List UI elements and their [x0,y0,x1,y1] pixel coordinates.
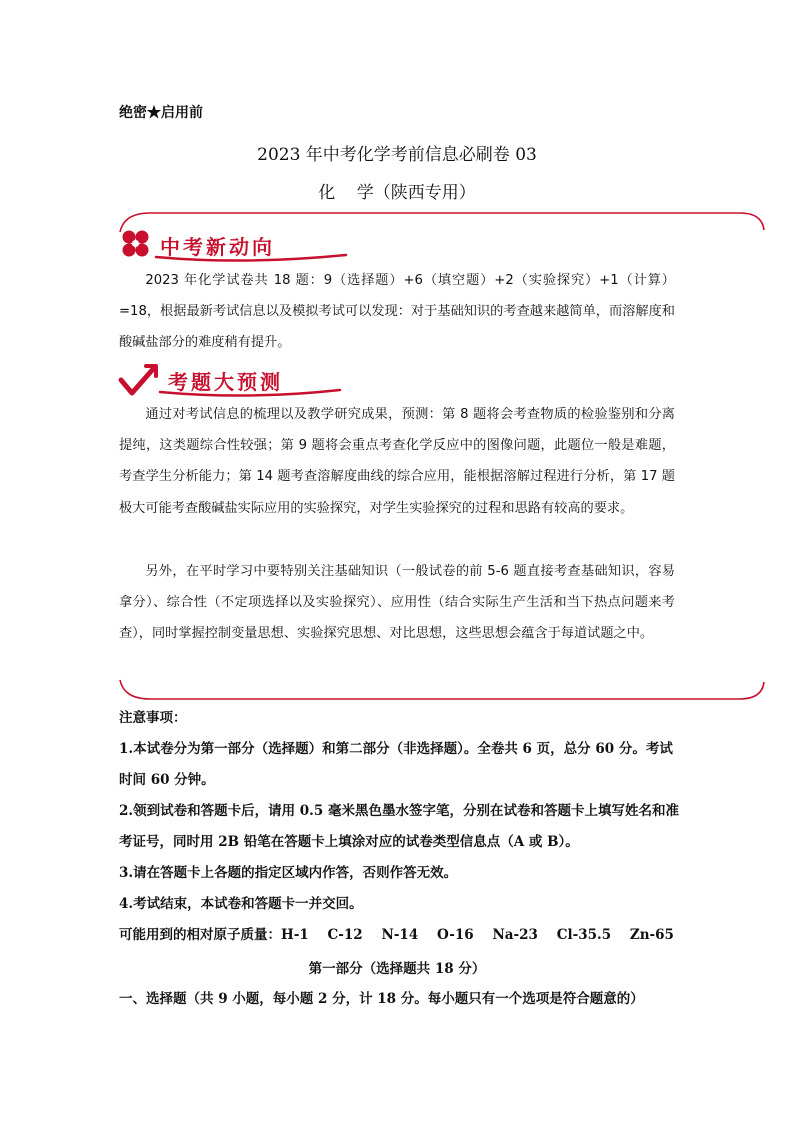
banner-exam-trend [118,228,275,262]
notes-heading: 注意事项： [119,710,187,726]
note-item: 1.本试卷分为第一部分（选择题）和第二部分（非选择题）。全卷共 6 页，总分 60 分。考试时间 60 分钟。 [119,741,673,788]
four-petal-flower-icon [118,228,158,262]
note-item: 4.考试结束，本试卷和答题卡一并交回。 [119,896,363,912]
atomic-masses: 可能用到的相对原子质量：H-1 C-12 N-14 O-16 Na-23 Cl-35.5 Zn-65 [119,927,674,943]
banner-exam-prediction [118,362,283,398]
arrow-check-icon [118,362,160,398]
note-item: 2.领到试卷和答题卡后，请用 0.5 毫米黑色墨水签字笔，分别在试卷和答题卡上填写姓名和准考证号，同时用 2B 铅笔在答题卡上填涂对应的试卷类型信息点（A 或 B）。 [119,803,679,850]
exam-prediction-paragraph-1: 通过对考试信息的梳理以及教学研究成果，预测：第 8 题将会考查物质的检验鉴别和分离提纯，这类题综合性较强；第 9 题将会重点考查化学反应中的图像问题，此题位一般是难题，考查学生分析能力；第 14 题考查溶解度曲线的综合应用，能根据溶解过程进行分析，第 17 题极大可能考查酸碱盐实际应用的实验探究，对学生实验探究的过程和思路有较高的要求。 [119,407,675,516]
note-item: 3.请在答题卡上各题的指定区域内作答，否则作答无效。 [119,865,458,881]
secret-mark: 绝密★启用前 [119,105,203,121]
section-one-title: 一、选择题（共 9 小题，每小题 2 分，计 18 分。每小题只有一个选项是符合题意的） [119,991,644,1007]
subject-title: 化 学（陕西专用） [318,183,476,203]
part-one-title: 第一部分（选择题共 18 分） [308,961,486,977]
exam-trend-paragraph: 2023 年化学试卷共 18 题：9（选择题）+6（填空题）+2（实验探究）+1（计算）=18，根据最新考试信息以及模拟考试可以发现：对于基础知识的考查越来越简单，而溶解度和酸碱盐部分的难度稍有提升。 [119,273,675,351]
notes-section [119,703,679,951]
page-title: 2023 年中考化学考前信息必刷卷 03 [257,145,537,165]
banner-title: 考题大预测 [168,369,283,394]
exam-prediction-paragraph-2: 另外，在平时学习中要特别关注基础知识（一般试卷的前 5-6 题直接考查基础知识，容易拿分）、综合性（不定项选择以及实验探究）、应用性（结合实际生产生活和当下热点问题来考查），同时掌握控制变量思想、实验探究思想、对比思想，这些思想会蕴含于每道试题之中。 [119,564,675,642]
banner-title: 中考新动向 [160,234,275,259]
